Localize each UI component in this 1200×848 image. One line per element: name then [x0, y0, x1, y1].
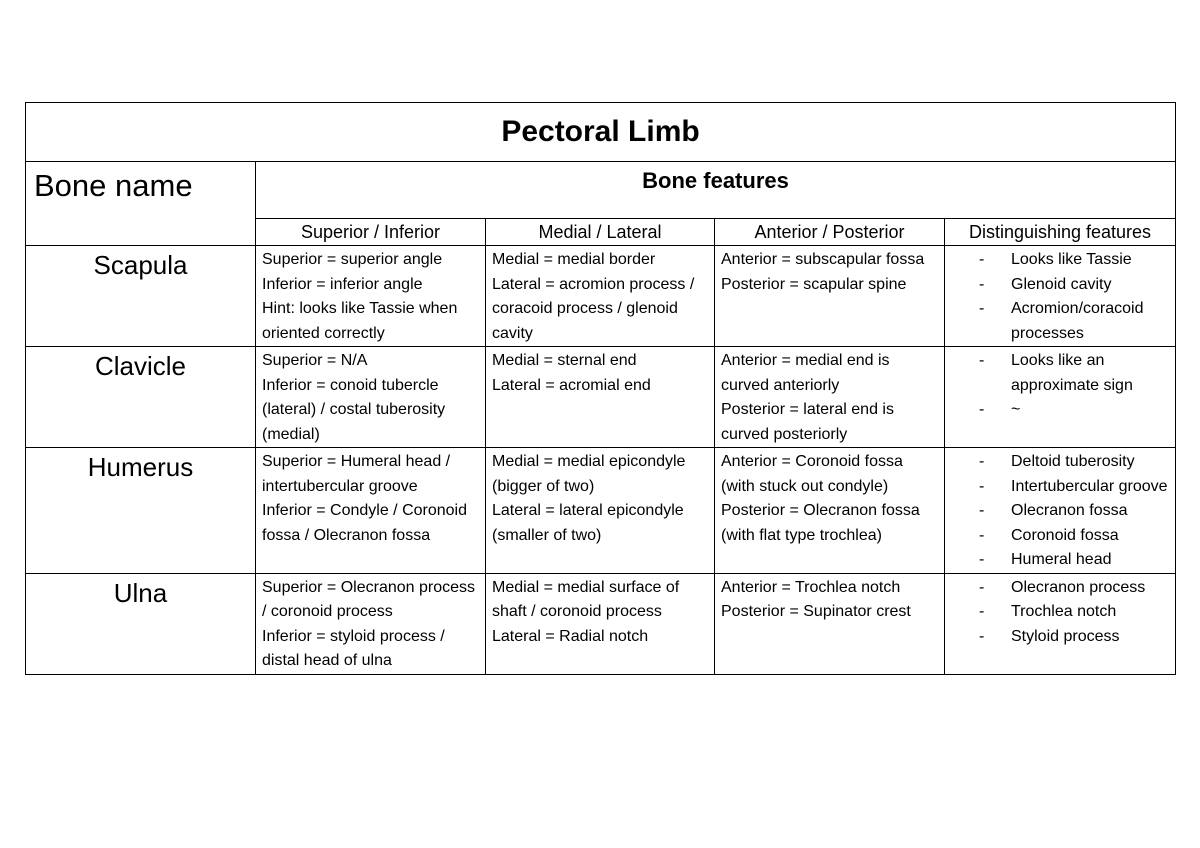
sub-header-distinguishing: Distinguishing features — [945, 219, 1176, 246]
pectoral-limb-table — [25, 102, 1176, 675]
list-item: - Looks like Tassie — [979, 248, 1170, 273]
ulna-superior-inferior — [256, 573, 486, 674]
cell-line: Superior = Olecranon process / coronoid process — [262, 578, 475, 620]
cell-line: Inferior = Condyle / Coronoid fossa / Olecranon fossa — [262, 502, 467, 544]
table-row — [26, 573, 1176, 674]
table-row — [26, 448, 1176, 574]
table-row — [26, 246, 1176, 347]
bone-name-clavicle: Clavicle — [26, 347, 256, 448]
feature-list — [951, 450, 1170, 573]
list-item: - Styloid process — [979, 625, 1170, 650]
cell-line: Hint: looks like Tassie when oriented correctly — [262, 300, 458, 342]
bone-name-header: Bone name — [26, 162, 256, 246]
cell-line: Superior = Humeral head / intertubercular groove — [262, 453, 451, 495]
bone-features-header: Bone features — [256, 162, 1176, 219]
scapula-medial-lateral — [486, 246, 715, 347]
cell-line: Medial = medial surface of shaft / coronoid process — [492, 578, 680, 620]
cell-line: Inferior = inferior angle — [262, 275, 423, 293]
cell-line: Superior = superior angle — [262, 251, 443, 268]
ulna-medial-lateral — [486, 573, 715, 674]
sub-header-superior-inferior: Superior / Inferior — [256, 219, 486, 246]
scapula-distinguishing — [945, 246, 1176, 347]
sub-header-medial-lateral: Medial / Lateral — [486, 219, 715, 246]
list-item: - Deltoid tuberosity — [979, 450, 1170, 475]
cell-line: Lateral = lateral epicondyle (smaller of two) — [492, 502, 684, 544]
humerus-anterior-posterior — [715, 448, 945, 574]
cell-line: Posterior = Supinator crest — [721, 603, 911, 620]
ulna-anterior-posterior — [715, 573, 945, 674]
clavicle-medial-lateral — [486, 347, 715, 448]
cell-line: Anterior = subscapular fossa — [721, 251, 925, 268]
cell-line: Medial = medial border — [492, 251, 656, 268]
feature-list — [951, 349, 1170, 423]
table-title: Pectoral Limb — [26, 103, 1176, 162]
cell-line: Medial = sternal end — [492, 352, 637, 369]
sub-header-anterior-posterior: Anterior / Posterior — [715, 219, 945, 246]
humerus-superior-inferior — [256, 448, 486, 574]
list-item: - Humeral head — [979, 548, 1170, 573]
bone-name-scapula: Scapula — [26, 246, 256, 347]
cell-line: Anterior = medial end is curved anteriorly — [721, 352, 890, 394]
list-item: - Olecranon process — [979, 576, 1170, 601]
cell-line: Posterior = Olecranon fossa (with flat type trochlea) — [721, 502, 920, 544]
scapula-anterior-posterior — [715, 246, 945, 347]
clavicle-anterior-posterior — [715, 347, 945, 448]
feature-list — [951, 576, 1170, 650]
cell-line: Posterior = scapular spine — [721, 275, 907, 293]
list-item: - Coronoid fossa — [979, 524, 1170, 549]
list-item: - Intertubercular groove — [979, 475, 1170, 500]
list-item: - Olecranon fossa — [979, 499, 1170, 524]
clavicle-distinguishing — [945, 347, 1176, 448]
cell-line: Anterior = Trochlea notch — [721, 578, 901, 596]
bone-name-ulna: Ulna — [26, 573, 256, 674]
title-row — [26, 103, 1176, 162]
list-item: - Acromion/coracoid processes — [979, 297, 1170, 346]
list-item: - Trochlea notch — [979, 600, 1170, 625]
cell-line: Superior = N/A — [262, 352, 368, 369]
cell-line: Lateral = acromial end — [492, 376, 651, 394]
ulna-distinguishing — [945, 573, 1176, 674]
list-item: - Glenoid cavity — [979, 273, 1170, 298]
cell-line: Posterior = lateral end is curved posteriorly — [721, 401, 894, 443]
cell-line: Medial = medial epicondyle (bigger of two) — [492, 453, 686, 495]
table-row — [26, 347, 1176, 448]
cell-line: Inferior = styloid process / distal head of ulna — [262, 627, 445, 669]
scapula-superior-inferior — [256, 246, 486, 347]
bone-name-humerus: Humerus — [26, 448, 256, 574]
list-item: - Looks like an approximate sign — [979, 349, 1170, 398]
cell-line: Lateral = acromion process / coracoid process / glenoid cavity — [492, 275, 695, 342]
cell-line: Inferior = conoid tubercle (lateral) / costal tuberosity (medial) — [262, 376, 446, 443]
cell-line: Lateral = Radial notch — [492, 627, 649, 645]
cell-line: Anterior = Coronoid fossa (with stuck out condyle) — [721, 453, 903, 495]
feature-list — [951, 248, 1170, 346]
humerus-medial-lateral — [486, 448, 715, 574]
humerus-distinguishing — [945, 448, 1176, 574]
clavicle-superior-inferior — [256, 347, 486, 448]
list-item: - ~ — [979, 398, 1170, 423]
header-row — [26, 162, 1176, 219]
